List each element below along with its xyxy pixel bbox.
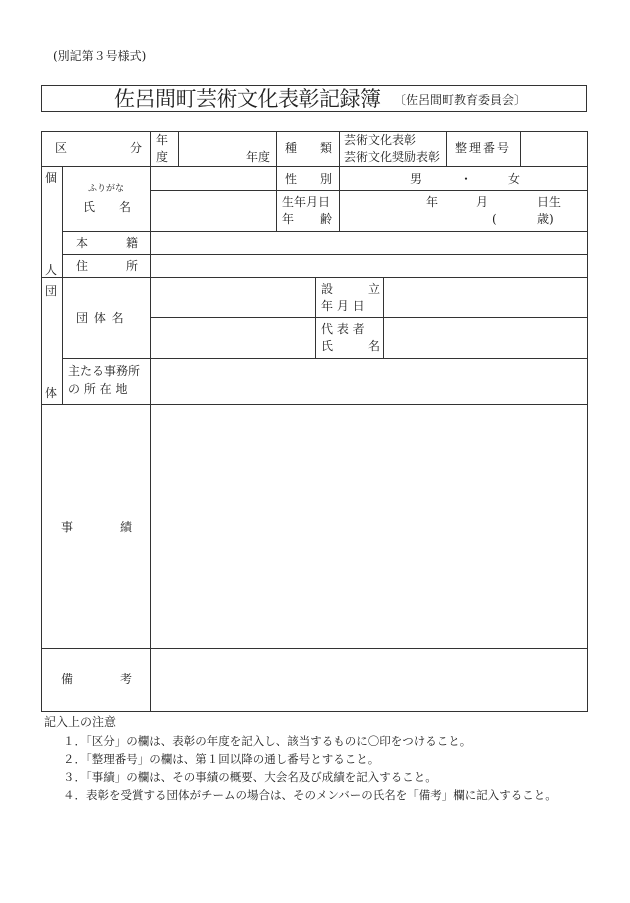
honseki-label-b: 籍	[126, 236, 139, 250]
note-item-1: １．「区分」の欄は、表彰の年度を記入し、該当するものに〇印をつけること。	[63, 734, 472, 748]
individual-label-a: 個	[45, 171, 58, 185]
address-label-a: 住	[76, 259, 89, 273]
rep-label-b: 氏	[321, 339, 334, 353]
name-label-b: 名	[119, 200, 132, 214]
achievements-label-a: 事	[61, 520, 74, 534]
age-open: (	[492, 212, 497, 226]
issuer-label: 〔佐呂間町教育委員会〕	[394, 93, 527, 107]
age-label-a: 年	[282, 212, 295, 226]
sex-male: 男	[410, 172, 423, 186]
remarks-label-b: 考	[120, 672, 133, 686]
individual-label-b: 人	[45, 263, 58, 277]
remarks-label-a: 備	[61, 672, 74, 686]
sex-female: 女	[508, 172, 521, 186]
address-label-b: 所	[126, 259, 139, 273]
nendo-suffix: 年度	[246, 150, 271, 164]
note-item-3: ３．「事績」の欄は、その事績の概要、大会名及び成績を記入すること。	[63, 770, 437, 784]
rep-label-c: 名	[368, 339, 381, 353]
birth-month: 月	[476, 195, 489, 209]
type-option-1: 芸術文化表彰	[344, 133, 417, 147]
established-label-b: 立	[368, 282, 381, 296]
shurui-label-b: 類	[320, 141, 333, 155]
nendo-label-a: 年	[156, 133, 169, 147]
furigana-label: ふりがな	[88, 184, 125, 194]
sex-label-b: 別	[320, 172, 333, 186]
shurui-label-a: 種	[285, 141, 298, 155]
kubun-label-a: 区	[55, 141, 68, 155]
birth-label: 生年月日	[282, 195, 331, 209]
group-name-label: 団 体 名	[76, 311, 125, 325]
age-label-b: 齢	[320, 212, 333, 226]
nendo-label-b: 度	[156, 150, 169, 164]
established-label-a: 設	[321, 282, 334, 296]
group-label-a: 団	[45, 284, 58, 298]
office-label-b: の 所 在 地	[68, 382, 128, 396]
office-label-a: 主たる事務所	[68, 364, 141, 378]
type-option-2: 芸術文化奨励表彰	[344, 150, 441, 164]
notes-heading: 記入上の注意	[44, 715, 117, 729]
name-label-a: 氏	[83, 200, 96, 214]
serial-no-label: 整理番号	[455, 141, 512, 155]
group-label-b: 体	[45, 386, 58, 400]
note-item-2: ２．「整理番号」の欄は、第１回以降の通し番号とすること。	[63, 752, 380, 766]
sex-label-a: 性	[285, 172, 298, 186]
form-number: (別記第３号様式)	[53, 49, 147, 63]
established-label-c: 年 月 日	[321, 299, 365, 313]
birth-day: 日生	[537, 195, 562, 209]
age-close: 歳)	[537, 212, 554, 226]
document-title: 佐呂間町芸術文化表彰記録簿	[114, 87, 381, 111]
kubun-label-b: 分	[130, 141, 143, 155]
birth-year: 年	[426, 195, 439, 209]
note-item-4: ４．表彰を受賞する団体がチームの場合は、そのメンバーの氏名を「備考」欄に記入すること。	[63, 788, 557, 802]
achievements-label-b: 績	[120, 520, 133, 534]
sex-dot: ・	[460, 172, 473, 186]
rep-label-a: 代 表 者	[321, 322, 365, 336]
honseki-label-a: 本	[76, 236, 89, 250]
title-box	[41, 85, 587, 112]
